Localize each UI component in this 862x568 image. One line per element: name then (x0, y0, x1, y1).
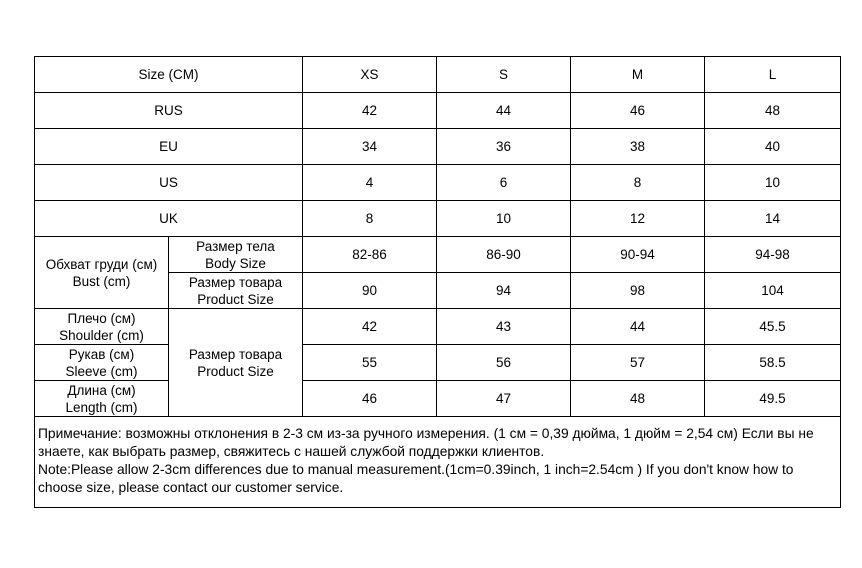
table-row-shoulder (35, 309, 841, 345)
body-size-label-en: Body Size (205, 255, 266, 271)
row-label-sleeve (35, 345, 169, 381)
sleeve-label-ru: Рукав (см) (68, 346, 135, 362)
table-cell: 40 (705, 129, 841, 165)
table-cell: 49.5 (705, 381, 841, 417)
table-cell: 10 (437, 201, 571, 237)
row-label-bust (35, 237, 169, 309)
table-cell: 55 (303, 345, 437, 381)
bust-label-en: Bust (cm) (72, 273, 131, 289)
measurement-note (35, 417, 841, 508)
table-cell: 47 (437, 381, 571, 417)
table-cell: 104 (705, 273, 841, 309)
table-cell: 4 (303, 165, 437, 201)
table-cell: 90-94 (571, 237, 705, 273)
table-cell: 12 (571, 201, 705, 237)
table-cell: 94 (437, 273, 571, 309)
shoulder-label-en: Shoulder (cm) (59, 327, 144, 343)
table-cell: 42 (303, 309, 437, 345)
table-cell: 44 (571, 309, 705, 345)
table-cell: 6 (437, 165, 571, 201)
table-row-sleeve (35, 345, 841, 381)
table-row-rus (35, 93, 841, 129)
table-cell: 36 (437, 129, 571, 165)
row-label-uk: UK (35, 201, 303, 237)
table-cell: 8 (571, 165, 705, 201)
table-cell: 46 (303, 381, 437, 417)
table-cell: 8 (303, 201, 437, 237)
size-header-label: Size (CM) (35, 57, 303, 93)
table-cell: 46 (571, 93, 705, 129)
size-header-m: M (571, 57, 705, 93)
row-label-eu: EU (35, 129, 303, 165)
size-chart-table (34, 56, 841, 508)
table-cell: 38 (571, 129, 705, 165)
table-cell: 56 (437, 345, 571, 381)
table-row-eu (35, 129, 841, 165)
shoulder-label-ru: Плечо (см) (67, 310, 136, 326)
product-size-group-label-ru: Размер товара (188, 346, 283, 362)
length-label-ru: Длина (см) (67, 382, 136, 398)
table-row-uk (35, 201, 841, 237)
product-size-group-label-en: Product Size (197, 363, 274, 379)
sublabel-product-size-group (169, 309, 303, 417)
table-cell: 58.5 (705, 345, 841, 381)
note-ru-line-2: знаете, как выбрать размер, свяжитесь с нашей службой поддержки клиентов. (38, 444, 545, 459)
header-row (35, 57, 841, 93)
bust-label-ru: Обхват груди (см) (45, 256, 158, 272)
table-cell: 10 (705, 165, 841, 201)
table-cell: 48 (705, 93, 841, 129)
product-size-label-ru: Размер товара (188, 274, 283, 290)
table-cell: 94-98 (705, 237, 841, 273)
row-label-rus: RUS (35, 93, 303, 129)
table-cell: 98 (571, 273, 705, 309)
size-header-s: S (437, 57, 571, 93)
note-row (35, 417, 841, 508)
table-cell: 48 (571, 381, 705, 417)
product-size-label-en: Product Size (197, 291, 274, 307)
body-size-label-ru: Размер тела (196, 238, 275, 254)
table-cell: 45.5 (705, 309, 841, 345)
sublabel-body-size (169, 237, 303, 273)
table-row-us (35, 165, 841, 201)
table-row-bust-body (35, 237, 841, 273)
row-label-length (35, 381, 169, 417)
table-cell: 57 (571, 345, 705, 381)
row-label-shoulder (35, 309, 169, 345)
sleeve-label-en: Sleeve (cm) (65, 363, 138, 379)
size-header-l: L (705, 57, 841, 93)
length-label-en: Length (cm) (65, 399, 138, 415)
row-label-us: US (35, 165, 303, 201)
table-cell: 86-90 (437, 237, 571, 273)
note-en-line-1: Note:Please allow 2-3cm differences due to manual measurement.(1cm=0.39inch, 1 inch=2.54cm ) If you don't know how to (38, 462, 794, 477)
table-cell: 90 (303, 273, 437, 309)
table-cell: 14 (705, 201, 841, 237)
table-row-length (35, 381, 841, 417)
table-cell: 34 (303, 129, 437, 165)
table-cell: 82-86 (303, 237, 437, 273)
table-cell: 44 (437, 93, 571, 129)
size-header-xs: XS (303, 57, 437, 93)
note-en-line-2: choose size, please contact our customer service. (38, 480, 344, 495)
note-ru-line-1: Примечание: возможны отклонения в 2-3 см из-за ручного измерения. (1 см = 0,39 дюйма, 1 дюйм = 2,54 см) Если вы не (38, 426, 814, 441)
table-cell: 42 (303, 93, 437, 129)
table-cell: 43 (437, 309, 571, 345)
sublabel-product-size (169, 273, 303, 309)
